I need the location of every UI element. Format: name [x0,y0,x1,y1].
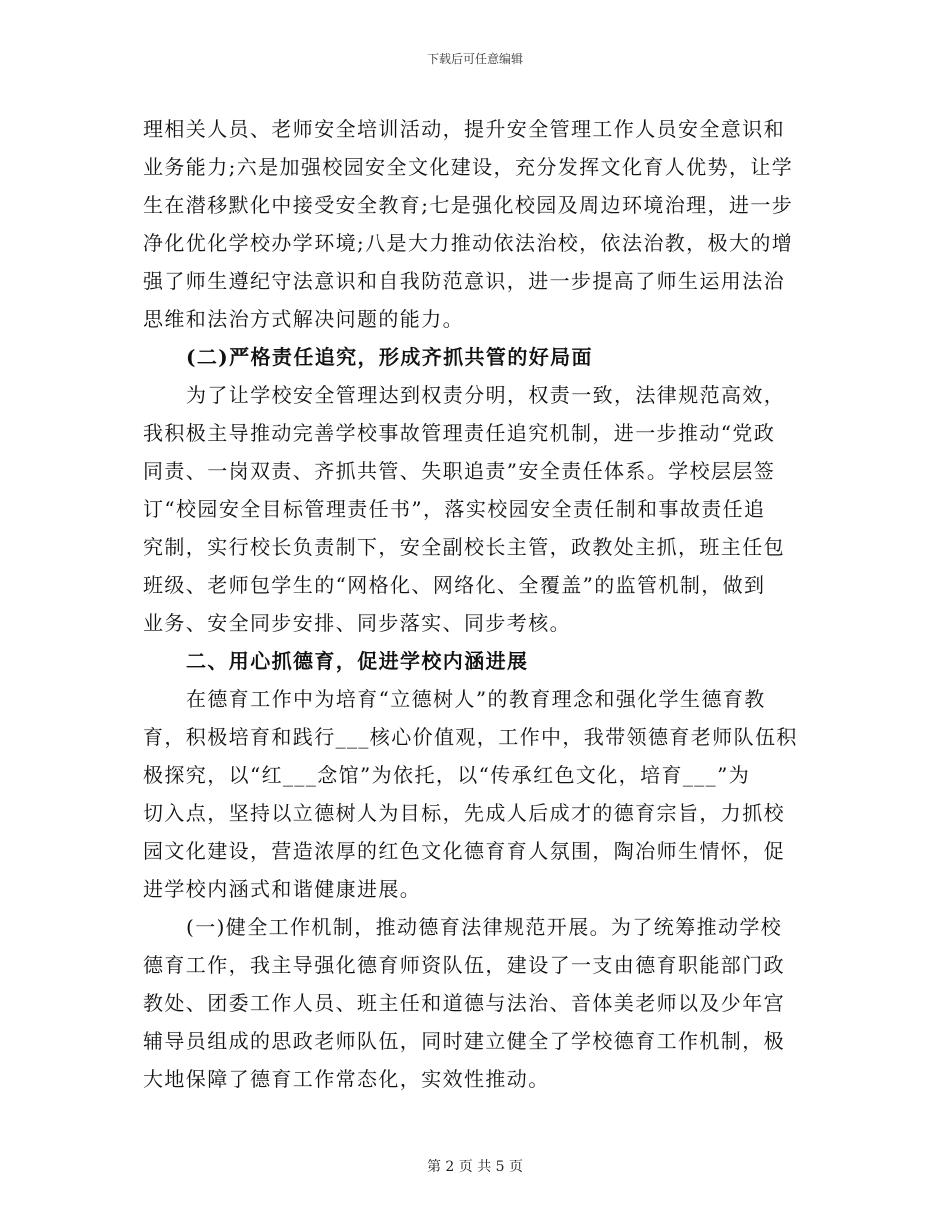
body-line: 业务、安全同步安排、同步落实、同步考核。 [143,611,571,635]
body-line: 大地保障了德育工作常态化，实效性推动。 [143,1067,550,1091]
body-line: 辅导员组成的思政老师队伍，同时建立健全了学校德育工作机制，极 [143,1029,785,1053]
body-line: 德育工作，我主导强化德育师资队伍，建设了一支由德育职能部门政 [143,953,785,977]
body-line: 极探究，以“红___念馆”为依托，以“传承红色文化，培育___”为 [143,763,751,787]
body-line: 园文化建设，营造浓厚的红色文化德育育人氛围，陶冶师生情怀，促 [143,839,785,863]
body-line: 生在潜移默化中接受安全教育;七是强化校园及周边环境治理，进一步 [143,193,794,217]
body-line: 思维和法治方式解决问题的能力。 [143,307,464,331]
body-line: 订“校园安全目标管理责任书”，落实校园安全责任制和事故责任追 [143,497,766,521]
body-line: 业务能力;六是加强校园安全文化建设，充分发挥文化育人优势，让学 [143,155,794,179]
body-line: 育，积极培育和践行___核心价值观，工作中，我带领德育老师队伍积 [143,725,798,749]
page-header: 下载后可任意编辑 [426,52,523,66]
body-line: 进学校内涵式和谐健康进展。 [143,877,422,901]
document-body [143,110,811,1098]
body-line: 究制，实行校长负责制下，安全副校长主管，政教处主抓，班主任包 [143,535,785,559]
section-heading: (二)严格责任追究，形成齐抓共管的好局面 [186,345,593,369]
body-line: 净化优化学校办学环境;八是大力推动依法治校，依法治教，极大的增 [143,231,794,255]
paragraph-first-line: 为了让学校安全管理达到权责分明，权责一致，法律规范高效， [186,383,786,407]
body-line: 班级、老师包学生的“网格化、网络化、全覆盖”的监管机制，做到 [143,573,766,597]
paragraph-first-line: (一)健全工作机制，推动德育法律规范开展。为了统筹推动学校 [186,915,783,939]
body-line: 强了师生遵纪守法意识和自我防范意识，进一步提高了师生运用法治 [143,269,785,293]
section-heading: 二、用心抓德育，促进学校内涵进展 [186,649,529,673]
body-line: 同责、一岗双责、齐抓共管、失职追责”安全责任体系。学校层层签 [143,459,776,483]
body-line: 切入点，坚持以立德树人为目标，先成人后成才的德育宗旨，力抓校 [143,801,785,825]
paragraph-first-line: 在德育工作中为培育“立德树人”的教育理念和强化学生德育教 [186,687,766,711]
body-line: 理相关人员、老师安全培训活动，提升安全管理工作人员安全意识和 [143,117,785,141]
page-number-footer: 第 2 页 共 5 页 [426,1159,524,1175]
body-line: 我积极主导推动完善学校事故管理责任追究机制，进一步推动“党政 [143,421,776,445]
body-line: 教处、团委工作人员、班主任和道德与法治、音体美老师以及少年宫 [143,991,785,1015]
